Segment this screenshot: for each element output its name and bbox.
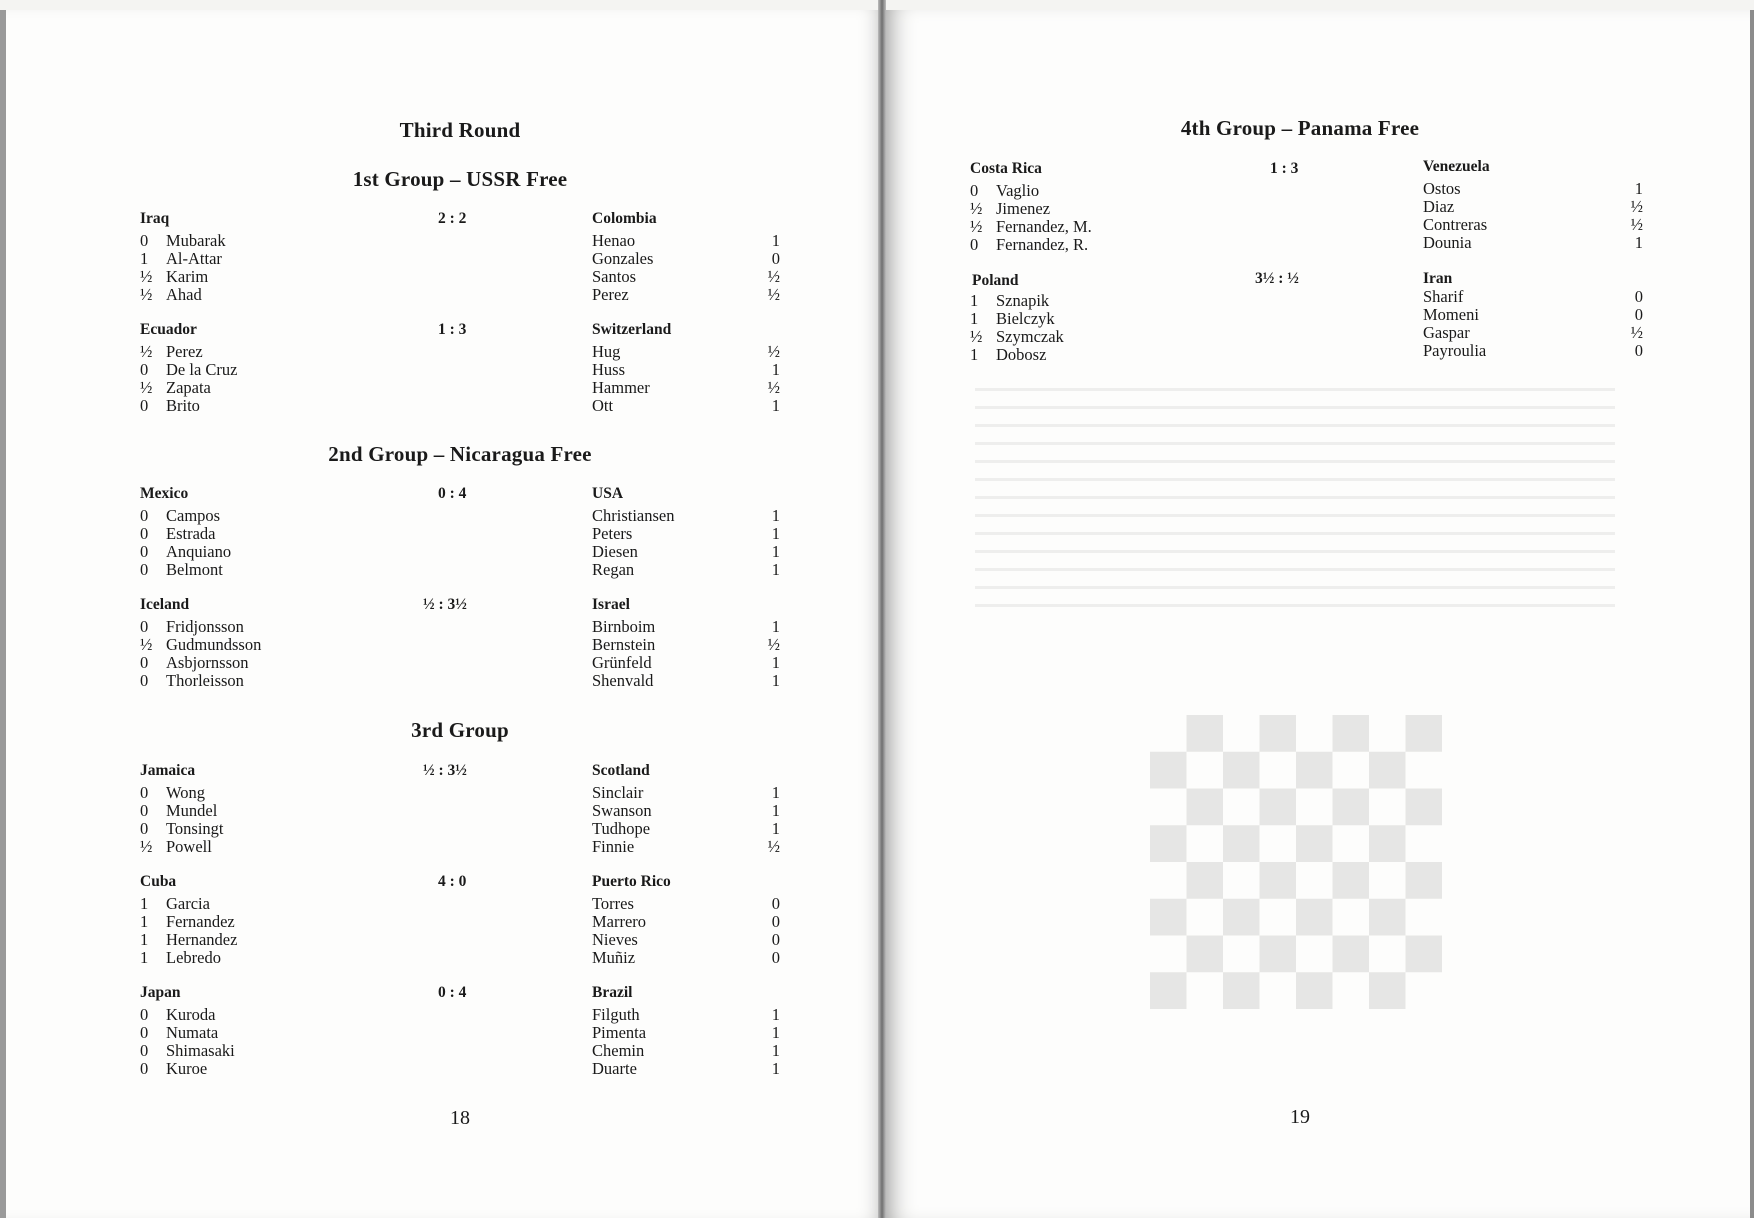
away-player-name: Diaz	[1423, 197, 1455, 216]
home-player-row	[970, 182, 1039, 200]
away-player-name: Duarte	[592, 1059, 637, 1078]
home-player-row	[140, 931, 237, 949]
away-player-result: ½	[767, 378, 780, 397]
away-player-name: Swanson	[592, 801, 652, 820]
player-name: Al-Attar	[166, 249, 222, 268]
home-team: Costa Rica	[970, 160, 1042, 177]
player-name: Kuroe	[166, 1059, 208, 1078]
page-edge	[1750, 10, 1754, 1218]
player-name: Karim	[166, 267, 209, 286]
player-result: ½	[970, 327, 983, 346]
player-result: 0	[140, 524, 149, 543]
away-player-result: ½	[767, 267, 780, 286]
away-player-name: Ott	[592, 396, 614, 415]
player-name: Belmont	[166, 560, 223, 579]
match-block	[140, 762, 780, 857]
away-player-result: 0	[1634, 287, 1643, 306]
away-team: Venezuela	[1423, 158, 1490, 175]
away-player-result: ½	[1630, 197, 1643, 216]
home-team: Poland	[972, 272, 1019, 289]
away-player-name: Momeni	[1423, 305, 1479, 324]
player-result: 0	[140, 783, 149, 802]
away-player-result: 1	[771, 783, 780, 802]
player-name: Fernandez, M.	[996, 217, 1092, 236]
home-player-row	[140, 232, 226, 250]
player-result: 1	[970, 309, 979, 328]
away-player-result: 1	[771, 671, 780, 690]
player-name: Fernandez	[166, 912, 235, 931]
player-result: 1	[970, 345, 979, 364]
player-name: Lebredo	[166, 948, 221, 967]
away-player-name: Huss	[592, 360, 626, 379]
page-number-left: 18	[450, 1107, 470, 1129]
away-player-result: 1	[771, 524, 780, 543]
player-result: 0	[140, 396, 149, 415]
away-player-name: Birnboim	[592, 617, 656, 636]
bleed-through-text	[975, 388, 1615, 613]
away-player-name: Gaspar	[1423, 323, 1470, 342]
player-name: Szymczak	[996, 327, 1064, 346]
player-name: Gudmundsson	[166, 635, 262, 654]
player-result: 0	[140, 1041, 149, 1060]
match-block	[140, 485, 780, 580]
home-player-row	[140, 838, 212, 856]
away-player-result: 1	[771, 801, 780, 820]
match-block	[140, 596, 780, 691]
away-player-result: 0	[771, 894, 780, 913]
player-result: 1	[140, 894, 149, 913]
match-block	[970, 158, 1643, 255]
player-result: ½	[140, 267, 153, 286]
player-name: Mundel	[166, 801, 218, 820]
home-player-row	[140, 949, 221, 967]
home-player-row	[140, 268, 208, 286]
home-player-row	[970, 346, 1046, 364]
book-gutter	[878, 0, 886, 1218]
away-player-name: Henao	[592, 231, 636, 250]
away-player-name: Sharif	[1423, 287, 1464, 306]
player-result: 0	[140, 1005, 149, 1024]
match-block	[140, 873, 780, 968]
away-player-result: ½	[767, 837, 780, 856]
match-block	[140, 321, 780, 416]
away-player-name: Ostos	[1423, 179, 1461, 198]
bleed-through-chessboard	[1150, 715, 1442, 1009]
away-player-name: Perez	[592, 285, 629, 304]
group-heading: 1st Group – USSR Free	[352, 167, 568, 191]
away-player-name: Bernstein	[592, 635, 656, 654]
player-name: Jimenez	[996, 199, 1051, 218]
home-player-row	[970, 328, 1064, 346]
match-score: 2 : 2	[438, 210, 467, 227]
match-block	[140, 210, 780, 305]
match-score: ½ : 3½	[423, 596, 467, 613]
away-player-result: 1	[771, 360, 780, 379]
away-player-name: Dounia	[1423, 233, 1472, 252]
player-result: 1	[140, 249, 149, 268]
away-player-name: Hug	[592, 342, 621, 361]
home-player-row	[140, 802, 217, 820]
away-player-result: 0	[771, 948, 780, 967]
home-player-row	[140, 636, 261, 654]
away-player-name: Filguth	[592, 1005, 640, 1024]
home-team: Mexico	[140, 485, 189, 502]
away-player-result: 1	[771, 653, 780, 672]
away-player-result: 1	[1634, 233, 1643, 252]
player-result: 0	[140, 671, 149, 690]
home-team: Cuba	[140, 873, 177, 890]
player-name: Kuroda	[166, 1005, 216, 1024]
player-result: 0	[140, 506, 149, 525]
away-player-result: ½	[767, 635, 780, 654]
home-player-row	[140, 543, 231, 561]
player-result: ½	[140, 342, 153, 361]
home-team: Jamaica	[140, 762, 196, 779]
home-player-row	[140, 379, 211, 397]
player-result: ½	[140, 285, 153, 304]
home-player-row	[140, 1060, 207, 1078]
page-number-right: 19	[1290, 1106, 1310, 1128]
player-name: Numata	[166, 1023, 219, 1042]
away-player-result: 1	[771, 396, 780, 415]
group-heading: 4th Group – Panama Free	[1180, 116, 1420, 140]
away-player-name: Grünfeld	[592, 653, 652, 672]
player-result: 0	[140, 542, 149, 561]
player-name: Tonsingt	[166, 819, 224, 838]
away-player-name: Marrero	[592, 912, 647, 931]
player-name: Fernandez, R.	[996, 235, 1089, 254]
home-player-row	[140, 672, 244, 690]
player-name: Campos	[166, 506, 221, 525]
home-player-row	[140, 507, 220, 525]
away-player-result: 1	[771, 560, 780, 579]
player-result: 1	[970, 291, 979, 310]
player-result: 0	[970, 181, 979, 200]
player-name: Anquiano	[166, 542, 232, 561]
away-player-result: 0	[1634, 341, 1643, 360]
home-player-row	[140, 525, 215, 543]
match-score: 4 : 0	[438, 873, 467, 890]
home-player-row	[970, 292, 1049, 310]
away-player-result: 0	[771, 930, 780, 949]
away-team: Puerto Rico	[592, 873, 671, 890]
away-team: Switzerland	[592, 321, 672, 338]
home-player-row	[140, 343, 203, 361]
away-team: Colombia	[592, 210, 657, 227]
home-player-row	[140, 250, 222, 268]
player-result: 0	[140, 231, 149, 250]
away-team: USA	[592, 485, 624, 502]
away-player-name: Sinclair	[592, 783, 644, 802]
away-player-name: Shenvald	[592, 671, 654, 690]
player-name: Dobosz	[996, 345, 1047, 364]
home-player-row	[140, 1006, 215, 1024]
round-title: Third Round	[399, 118, 521, 142]
away-player-name: Santos	[592, 267, 637, 286]
home-player-row	[970, 310, 1055, 328]
player-name: Fridjonsson	[166, 617, 244, 636]
away-player-name: Christiansen	[592, 506, 675, 525]
match-score: 0 : 4	[438, 984, 467, 1001]
away-player-name: Nieves	[592, 930, 638, 949]
home-team: Iceland	[140, 596, 190, 613]
player-name: Hernandez	[166, 930, 238, 949]
away-player-name: Tudhope	[592, 819, 651, 838]
away-player-result: 1	[771, 1005, 780, 1024]
player-result: 0	[970, 235, 979, 254]
match-score: 1 : 3	[1270, 160, 1299, 177]
away-player-name: Gonzales	[592, 249, 654, 268]
away-player-result: 1	[771, 617, 780, 636]
player-result: 1	[140, 912, 149, 931]
player-result: 0	[140, 360, 149, 379]
match-score: 0 : 4	[438, 485, 467, 502]
away-team: Brazil	[592, 984, 633, 1001]
home-player-row	[140, 561, 223, 579]
player-result: 1	[140, 948, 149, 967]
away-player-result: 1	[1634, 179, 1643, 198]
away-player-result: ½	[767, 342, 780, 361]
away-player-result: 0	[1634, 305, 1643, 324]
player-name: Asbjornsson	[166, 653, 249, 672]
player-result: ½	[140, 635, 153, 654]
player-name: Ahad	[166, 285, 202, 304]
player-name: Powell	[166, 837, 212, 856]
away-player-result: 1	[771, 819, 780, 838]
player-name: Zapata	[166, 378, 211, 397]
away-player-result: 0	[771, 912, 780, 931]
away-player-result: 1	[771, 1023, 780, 1042]
away-player-result: 1	[771, 1059, 780, 1078]
away-player-result: 1	[771, 506, 780, 525]
home-player-row	[140, 820, 224, 838]
home-player-row	[140, 895, 210, 913]
player-result: 0	[140, 1023, 149, 1042]
away-player-result: 1	[771, 231, 780, 250]
home-player-row	[970, 218, 1092, 236]
group-heading: 2nd Group – Nicaragua Free	[328, 442, 592, 466]
home-player-row	[140, 1042, 235, 1060]
player-name: Sznapik	[996, 291, 1050, 310]
player-name: Thorleisson	[166, 671, 244, 690]
away-team: Iran	[1423, 270, 1453, 287]
player-name: Garcia	[166, 894, 210, 913]
away-player-name: Pimenta	[592, 1023, 647, 1042]
away-player-result: ½	[767, 285, 780, 304]
player-result: 0	[140, 801, 149, 820]
player-name: Bielczyk	[996, 309, 1055, 328]
player-name: Wong	[166, 783, 206, 802]
home-player-row	[140, 361, 237, 379]
player-name: Mubarak	[166, 231, 226, 250]
away-player-result: 0	[771, 249, 780, 268]
away-player-name: Diesen	[592, 542, 638, 561]
away-player-name: Peters	[592, 524, 633, 543]
home-player-row	[140, 286, 202, 304]
player-result: 0	[140, 617, 149, 636]
home-team: Iraq	[140, 210, 170, 227]
match-score: 3½ : ½	[1255, 270, 1299, 287]
away-player-name: Finnie	[592, 837, 635, 856]
player-result: 0	[140, 819, 149, 838]
match-block	[970, 270, 1643, 365]
match-score: ½ : 3½	[423, 762, 467, 779]
away-player-name: Hammer	[592, 378, 650, 397]
home-player-row	[140, 397, 200, 415]
away-player-name: Torres	[592, 894, 634, 913]
match-block	[140, 984, 780, 1079]
player-result: 1	[140, 930, 149, 949]
away-team: Scotland	[592, 762, 650, 779]
away-player-result: 1	[771, 542, 780, 561]
player-name: De la Cruz	[166, 360, 238, 379]
home-player-row	[970, 200, 1050, 218]
player-name: Vaglio	[996, 181, 1040, 200]
player-result: 0	[140, 653, 149, 672]
player-result: ½	[970, 217, 983, 236]
player-name: Estrada	[166, 524, 216, 543]
away-player-name: Chemin	[592, 1041, 645, 1060]
away-player-result: ½	[1630, 215, 1643, 234]
away-player-result: ½	[1630, 323, 1643, 342]
home-player-row	[140, 784, 205, 802]
away-team: Israel	[592, 596, 630, 613]
home-team: Ecuador	[140, 321, 197, 338]
player-result: 0	[140, 1059, 149, 1078]
player-result: 0	[140, 560, 149, 579]
home-team: Japan	[140, 984, 181, 1001]
home-player-row	[140, 913, 235, 931]
player-name: Perez	[166, 342, 203, 361]
home-player-row	[970, 236, 1088, 254]
player-result: ½	[970, 199, 983, 218]
group-heading: 3rd Group	[411, 718, 509, 742]
player-result: ½	[140, 378, 153, 397]
home-player-row	[140, 654, 249, 672]
home-player-row	[140, 618, 244, 636]
player-name: Brito	[166, 396, 200, 415]
away-player-result: 1	[771, 1041, 780, 1060]
match-score: 1 : 3	[438, 321, 467, 338]
away-player-name: Payroulia	[1423, 341, 1487, 360]
player-name: Shimasaki	[166, 1041, 235, 1060]
away-player-name: Regan	[592, 560, 635, 579]
home-player-row	[140, 1024, 218, 1042]
away-player-name: Muñiz	[592, 948, 636, 967]
player-result: ½	[140, 837, 153, 856]
away-player-name: Contreras	[1423, 215, 1488, 234]
